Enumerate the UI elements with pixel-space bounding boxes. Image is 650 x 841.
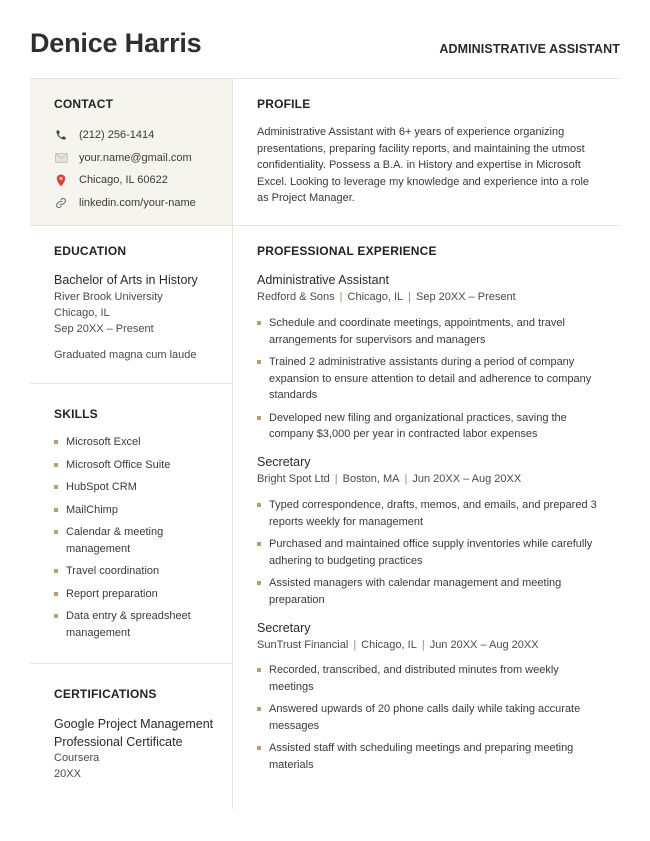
profile-text: Administrative Assistant with 6+ years of experience organizing presentations, preparing facility reports, and maintaining the utmost confidentiality. Possess a B.A. in History and expertise in Microsoft Excel. Looking to leverage my knowledge and experience into a role as Project Manager. (257, 126, 590, 204)
certifications-heading: CERTIFICATIONS (54, 687, 157, 701)
phone-icon (54, 128, 68, 142)
profile-heading: PROFILE (257, 97, 311, 111)
job-title-3: Secretary (257, 621, 311, 635)
education-note: Graduated magna cum laude (54, 349, 197, 361)
skill-item: Report preparation (54, 586, 214, 603)
skills-heading: SKILLS (54, 407, 98, 421)
separator: | (353, 639, 357, 651)
location-pin-icon (54, 173, 68, 187)
company: SunTrust Financial (257, 639, 349, 651)
job-bullet: Assisted managers with calendar management and meeting preparation (257, 575, 602, 608)
separator: | (339, 291, 343, 303)
section-divider (30, 383, 232, 384)
certificate-year: 20XX (54, 768, 81, 780)
job-bullet: Answered upwards of 20 phone calls daily while taking accurate messages (257, 701, 602, 734)
contact-location (54, 169, 196, 192)
skill-item: Microsoft Office Suite (54, 457, 214, 474)
resume-name: Denice Harris (30, 28, 202, 58)
job-bullets-3 (257, 662, 602, 773)
skill-item: HubSpot CRM (54, 479, 214, 496)
job-location: Boston, MA (342, 473, 400, 485)
degree: Bachelor of Arts in History (54, 273, 198, 287)
job-bullet: Assisted staff with scheduling meetings and preparing meeting materials (257, 740, 602, 773)
job-title-2: Secretary (257, 455, 311, 469)
contact-linkedin[interactable] (54, 192, 196, 215)
column-divider (232, 79, 233, 809)
job-location: Chicago, IL (347, 291, 404, 303)
job-location: Chicago, IL (361, 639, 417, 651)
contact-list (54, 124, 196, 214)
job-bullet: Developed new filing and organizational practices, saving the company $3,000 per year in contracted labor expenses (257, 410, 602, 443)
skill-item: Microsoft Excel (54, 434, 214, 451)
job-title-1: Administrative Assistant (257, 273, 389, 287)
education-heading: EDUCATION (54, 244, 127, 258)
job-dates: Jun 20XX – Aug 20XX (429, 639, 539, 651)
job-bullets-1 (257, 315, 602, 443)
job-bullet: Schedule and coordinate meetings, appointments, and travel arrangements for supervisors and managers (257, 315, 602, 348)
contact-email[interactable] (54, 147, 196, 170)
job-meta-2 (257, 473, 521, 485)
separator: | (408, 291, 412, 303)
link-icon (54, 196, 68, 210)
phone-number: (212) 256-1414 (79, 129, 155, 142)
job-bullet: Trained 2 administrative assistants during a period of company expansion to ensure attention to detail and adherence to company standards (257, 354, 602, 404)
education-dates: Sep 20XX – Present (54, 323, 154, 335)
section-divider (30, 663, 232, 664)
skills-list (54, 434, 214, 641)
company: Bright Spot Ltd (257, 473, 330, 485)
job-meta-1 (257, 291, 516, 303)
experience-heading: PROFESSIONAL EXPERIENCE (257, 244, 437, 258)
job-bullet: Purchased and maintained office supply inventories while carefully adhering to budgeting practices (257, 536, 602, 569)
skill-item: Travel coordination (54, 563, 214, 580)
skill-item: Calendar & meeting management (54, 524, 178, 557)
skill-item: Data entry & spreadsheet management (54, 608, 206, 641)
certificate-name: Google Project Management Professional Certificate (54, 717, 214, 749)
job-bullets-2 (257, 497, 602, 608)
section-divider (30, 225, 620, 226)
separator: | (404, 473, 408, 485)
job-dates: Jun 20XX – Aug 20XX (412, 473, 522, 485)
school-location: Chicago, IL (54, 307, 110, 319)
job-meta-3 (257, 639, 539, 651)
school: River Brook University (54, 291, 163, 303)
contact-heading: CONTACT (54, 97, 114, 111)
email-address: your.name@gmail.com (79, 151, 192, 164)
skill-item: MailChimp (54, 502, 214, 519)
separator: | (421, 639, 425, 651)
separator: | (334, 473, 338, 485)
job-dates: Sep 20XX – Present (416, 291, 516, 303)
contact-phone[interactable] (54, 124, 196, 147)
job-title: ADMINISTRATIVE ASSISTANT (439, 42, 620, 56)
job-bullet: Recorded, transcribed, and distributed minutes from weekly meetings (257, 662, 602, 695)
job-bullet: Typed correspondence, drafts, memos, and emails, and prepared 3 reports weekly for management (257, 497, 602, 530)
envelope-icon (54, 151, 68, 165)
linkedin-url: linkedin.com/your-name (79, 196, 196, 209)
certificate-issuer: Coursera (54, 752, 100, 764)
location-text: Chicago, IL 60622 (79, 174, 168, 187)
company: Redford & Sons (257, 291, 335, 303)
